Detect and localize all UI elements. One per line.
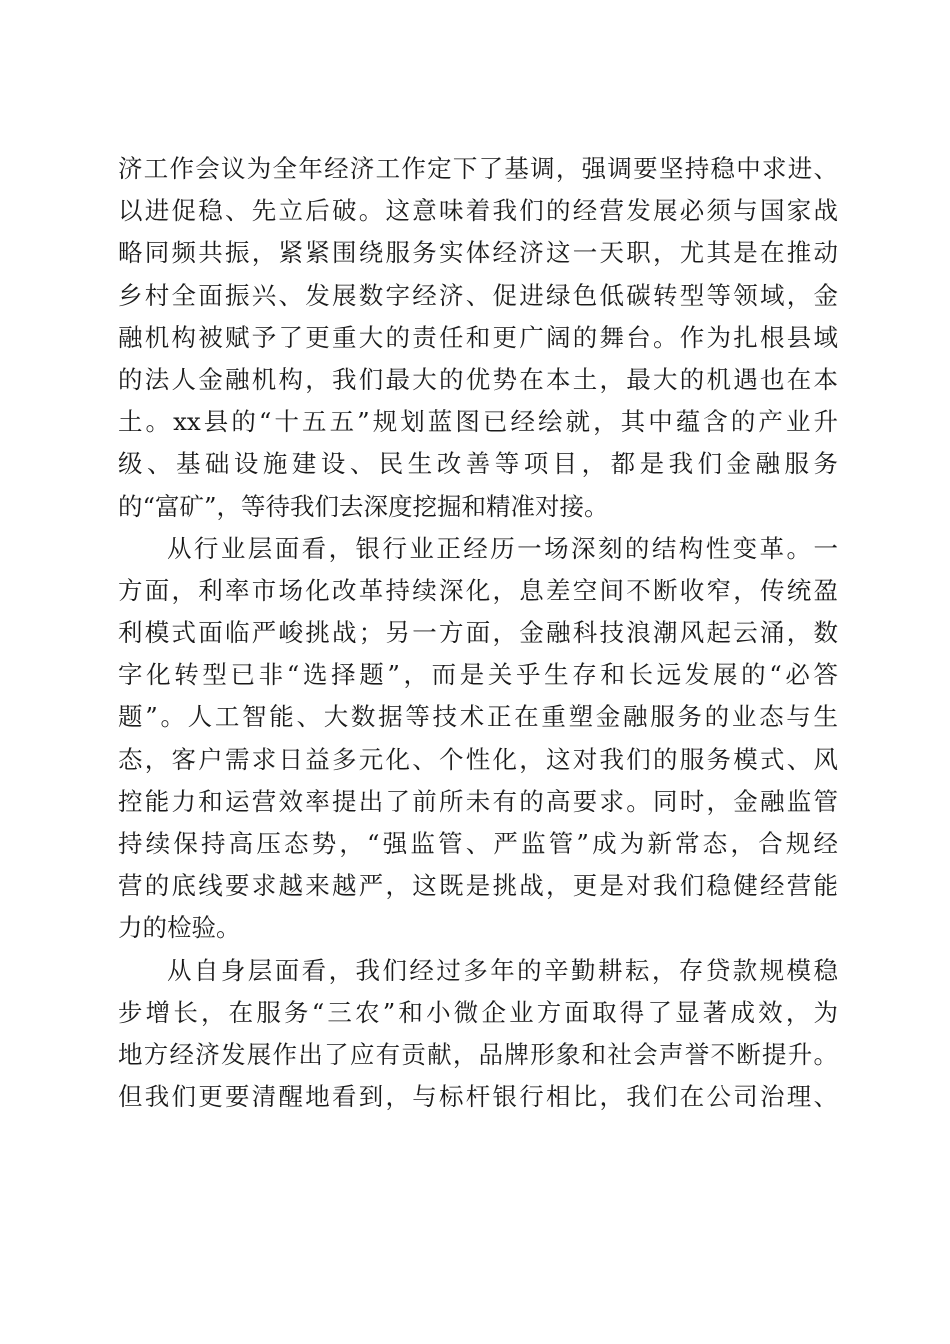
text-line: 字化转型已非“选择题”，而是关乎生存和长远发展的“必答 [118,660,838,690]
text-line: 控能力和运营效率提出了前所未有的高要求。同时，金融监管 [118,786,838,816]
text-line: 济工作会议为全年经济工作定下了基调，强调要坚持稳中求进、 [118,154,838,183]
text-line: 从自身层面看，我们经过多年的辛勤耕耘，存贷款规模稳 [167,955,838,985]
text-line: 的法人金融机构，我们最大的优势在本土，最大的机遇也在本 [118,364,838,394]
text-line: 题”。人工智能、大数据等技术正在重塑金融服务的业态与生 [118,702,838,732]
text-line: 但我们更要清醒地看到，与标杆银行相比，我们在公司治理、 [118,1082,838,1112]
text-line: 的“富矿”，等待我们去深度挖掘和精准对接。 [118,491,609,521]
text-line: 营的底线要求越来越严，这既是挑战，更是对我们稳健经营能 [118,871,838,901]
text-line: 略同频共振，紧紧围绕服务实体经济这一天职，尤其是在推动 [118,238,838,268]
text-line: 融机构被赋予了更重大的责任和更广阔的舞台。作为扎根县域 [118,322,838,352]
text-line: 方面，利率市场化改革持续深化，息差空间不断收窄，传统盈 [118,575,838,605]
text-line: 持续保持高压态势，“强监管、严监管”成为新常态，合规经 [118,829,838,858]
text-line: 态，客户需求日益多元化、个性化，这对我们的服务模式、风 [118,744,838,774]
text-line: 地方经济发展作出了应有贡献，品牌形象和社会声誉不断提升。 [118,1039,838,1069]
text-line: 力的检验。 [118,913,241,943]
text-line: 土。xx县的“十五五”规划蓝图已经绘就，其中蕴含的产业升 [118,407,838,437]
text-line: 乡村全面振兴、发展数字经济、促进绿色低碳转型等领域，金 [118,280,838,310]
text-line: 从行业层面看，银行业正经历一场深刻的结构性变革。一 [167,533,838,563]
text-line: 步增长，在服务“三农”和小微企业方面取得了显著成效，为 [118,997,838,1027]
text-line: 利模式面临严峻挑战；另一方面，金融科技浪潮风起云涌，数 [118,618,838,648]
body-text [118,148,838,1118]
text-line: 以进促稳、先立后破。这意味着我们的经营发展必须与国家战 [118,196,838,226]
text-line: 级、基础设施建设、民生改善等项目，都是我们金融服务 [118,449,838,479]
